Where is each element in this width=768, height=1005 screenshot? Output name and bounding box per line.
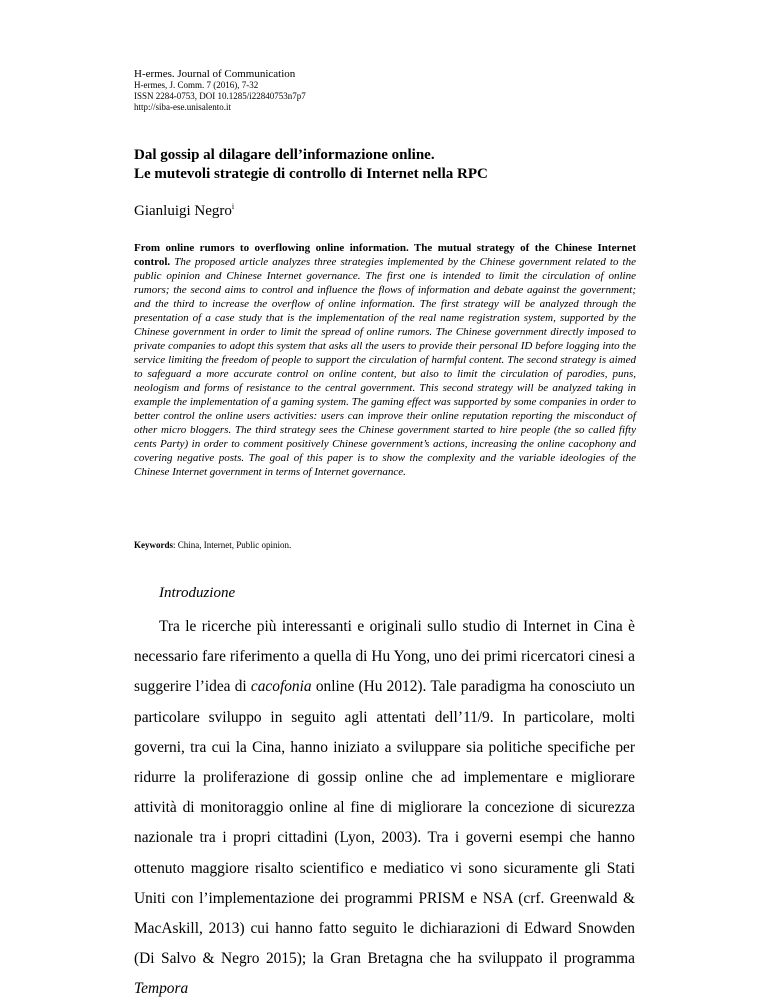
author-note-mark: i [231,202,235,211]
body-emphasis-tempora: Tempora [134,980,189,998]
journal-header [134,68,634,113]
body-text-b: online (Hu 2012). Tale paradigma ha conosciuto un particolare sviluppo in seguito agli attentati dell’11/9. In particolare, molti governi, tra cui la Cina, hanno iniziato a sviluppare sia politiche specifiche per ridurre la proliferazione di gossip online che ad implementare e migliorare attività di monitoraggio online al fine di migliorare la concezione di sicurezza nazionale tra i propri cittadini (Lyon, 2003). Tra i governi esempi che hanno ottenuto maggiore risalto scientifico e mediatico vi sono sicuramente gli Stati Uniti con l’implementazione dei programmi PRISM e NSA (crf. Greenwald & MacAskill, 2013) cui hanno fatto seguito le dichiarazioni di Edward Snowden (Di Salvo & Negro 2015); la Gran Bretagna che ha sviluppato il programma [134,678,635,968]
keywords-label: Keywords [134,540,173,550]
abstract-body: The proposed article analyzes three strategies implemented by the Chinese government related to the public opinion and Chinese Internet governance. The first one is intended to limit the circulation of online rumors; the second aims to control and influence the flows of information and debate against the government; and the third to increase the overflow of online information. The first strategy will be analyzed through the presentation of a case study that is the implementation of the real name registration system, supported by the Chinese government in order to limit the spread of online rumors. The Chinese government directly imposed to private companies to adopt this system that asks all the users to provide their personal ID before logging into the service limiting the freedom of people to support the circulation of harmful content. The second strategy is aimed to safeguard a more accurate control on online content, but also to limit the circulation of parodies, puns, neologism and forms of resistance to the central government. This second strategy will be analyzed taking in example the implementation of a gaming system. The gaming effect was supported by some companies in order to better control the online users activities: users can improve their online reputation reporting the misconduct of other micro bloggers. The third strategy sees the Chinese government started to hire people (the so called fifty cents Party) in order to comment positively Chinese government’s actions, increasing the online cacophony and covering negative posts. The goal of this paper is to show the complexity and the variable ideologies of the Chinese Internet government in terms of Internet governance. [134,256,636,478]
article-title-line-2: Le mutevoli strategie di controllo di Internet nella RPC [134,166,488,182]
section-title: Introduzione [159,585,236,601]
author-name: Gianluigi Negro [134,203,232,219]
journal-name: H-ermes. Journal of Communication [134,68,296,80]
body-text-a: Tra le ricerche più interessanti e originali sullo studio di Internet in Cina è necessario fare riferimento a quella di Hu Yong, uno dei primi ricercatori cinesi a suggerire l’idea di [134,618,635,696]
abstract-title: From online rumors to overflowing online information. The mutual strategy of the Chinese Internet control. [134,242,636,268]
journal-url: http://siba-ese.unisalento.it [134,102,231,112]
article-title-line-1: Dal gossip al dilagare dell’informazione online. [134,147,435,163]
abstract [134,241,636,479]
keywords-value: China, Internet, Public opinion. [177,540,292,550]
body-paragraph [134,612,635,1005]
author [134,202,234,220]
body-emphasis-cacofonia: cacofonia [250,678,312,696]
keywords [134,540,291,551]
journal-citation: H-ermes, J. Comm. 7 (2016), 7-32 [134,80,259,90]
journal-issn-doi: ISSN 2284-0753, DOI 10.1285/i22840753n7p7 [134,91,306,101]
body-text [134,612,635,1005]
article-title [134,146,654,184]
keywords-separator: : [173,540,178,550]
